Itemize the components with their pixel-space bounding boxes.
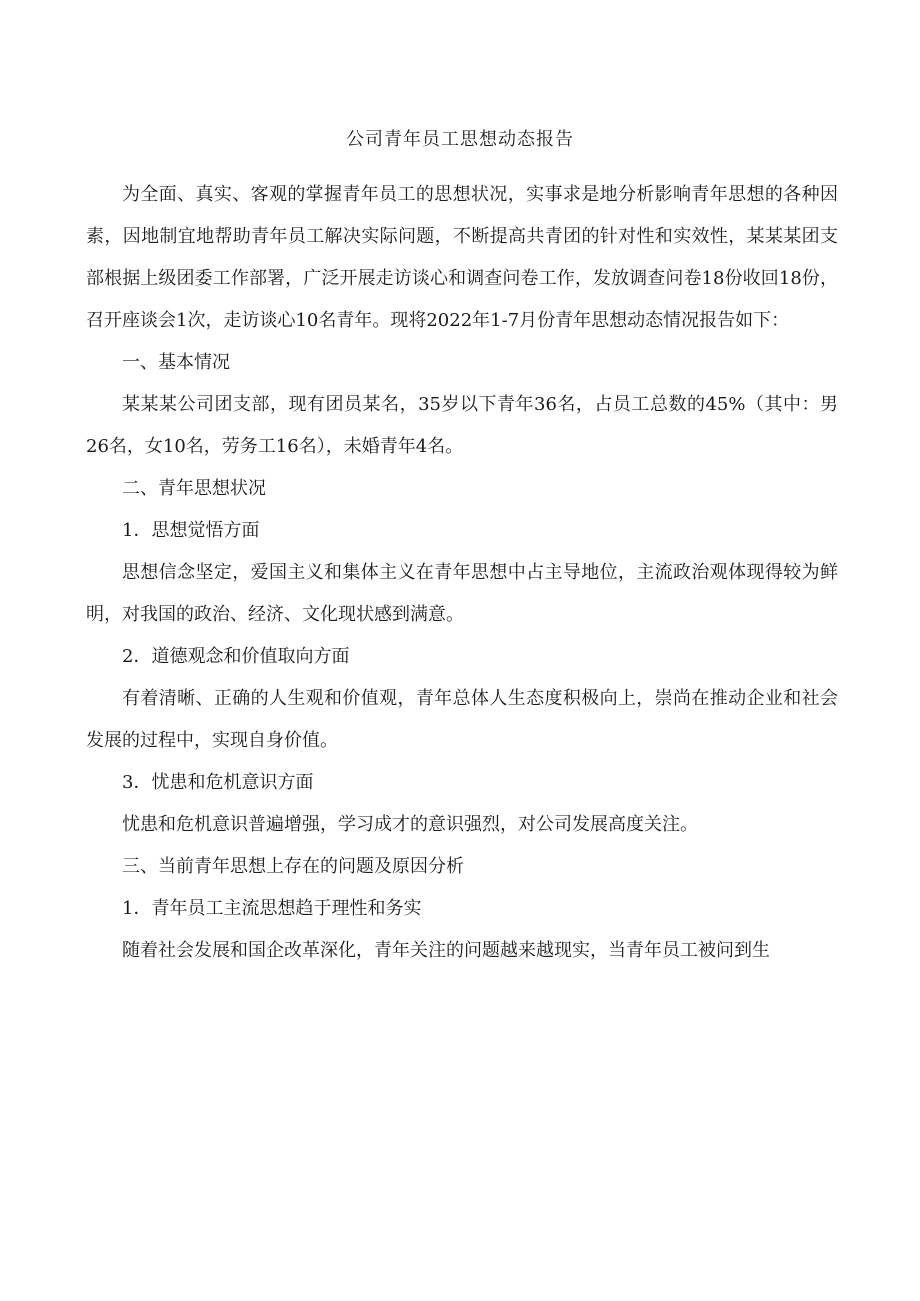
ideology-paragraph: 思想信念坚定，爱国主义和集体主义在青年思想中占主导地位，主流政治观体现得较为鲜明，对我国的政治、经济、文化现状感到满意。 — [86, 562, 838, 625]
rational-thinking-paragraph: 随着社会发展和国企改革深化，青年关注的问题越来越现实，当青年员工被问到生 — [122, 940, 770, 961]
subsection-3-1-heading: 1．青年员工主流思想趋于理性和务实 — [122, 898, 422, 919]
section-1-heading: 一、基本情况 — [122, 352, 230, 373]
subsection-2-3-heading: 3．忧患和危机意识方面 — [122, 772, 314, 793]
values-paragraph: 有着清晰、正确的人生观和价值观，青年总体人生态度积极向上，崇尚在推动企业和社会发展的过程中，实现自身价值。 — [86, 688, 838, 751]
section-2-heading: 二、青年思想状况 — [122, 478, 266, 499]
intro-paragraph: 为全面、真实、客观的掌握青年员工的思想状况，实事求是地分析影响青年思想的各种因素，因地制宜地帮助青年员工解决实际问题，不断提高共青团的针对性和实效性，某某某团支部根据上级团委工作部署，广泛开展走访谈心和调查问卷工作，发放调查问卷18份收回18份，召开座谈会1次，走访谈心10名青年。现将2022年1-7月份青年思想动态情况报告如下： — [86, 184, 838, 331]
document-title: 公司青年员工思想动态报告 — [346, 129, 574, 150]
subsection-2-1-heading: 1．思想觉悟方面 — [122, 520, 260, 541]
section-3-heading: 三、当前青年思想上存在的问题及原因分析 — [122, 856, 464, 877]
subsection-2-2-heading: 2．道德观念和价值取向方面 — [122, 646, 350, 667]
crisis-awareness-paragraph: 忧患和危机意识普遍增强，学习成才的意识强烈，对公司发展高度关注。 — [122, 814, 698, 835]
document-body — [86, 174, 838, 972]
basic-situation-paragraph: 某某某公司团支部，现有团员某名，35岁以下青年36名，占员工总数的45%（其中：男26名，女10名，劳务工16名），未婚青年4名。 — [86, 394, 838, 457]
